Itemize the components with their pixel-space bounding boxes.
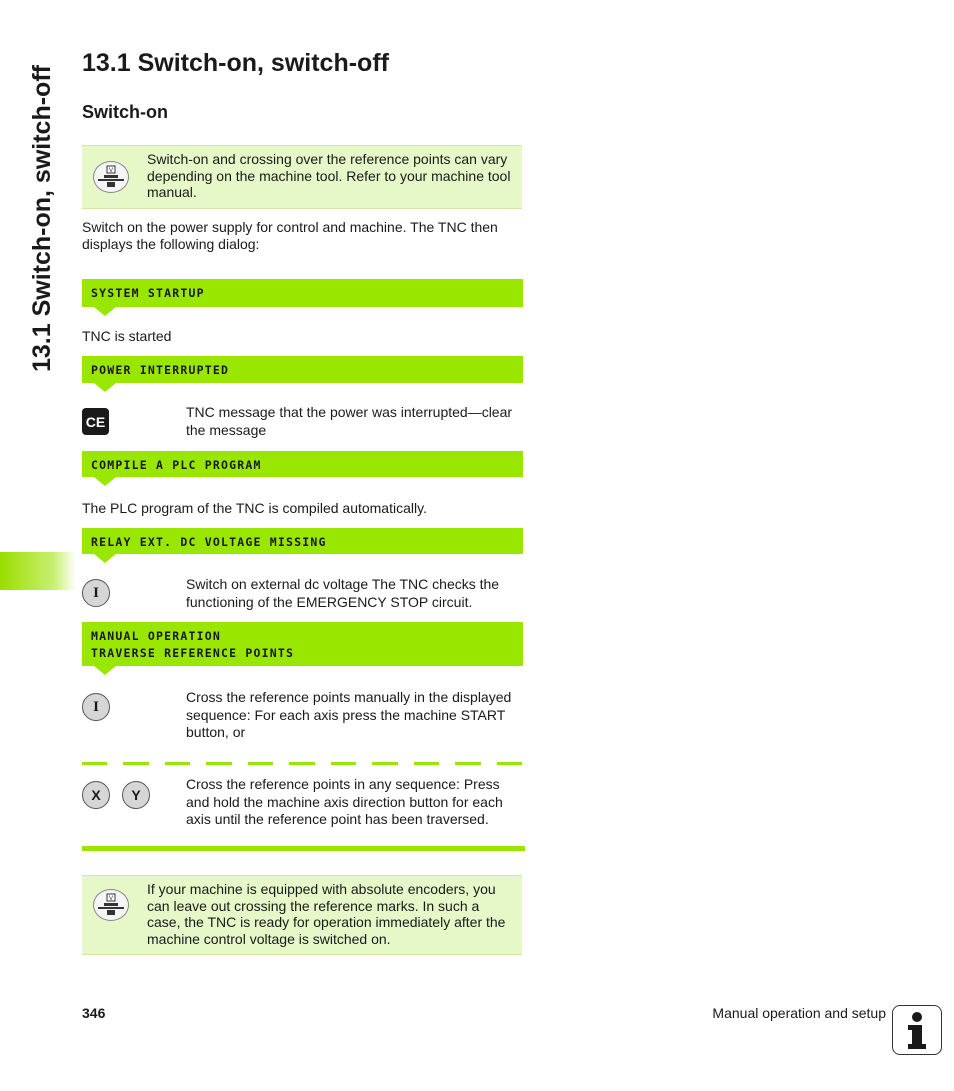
machine-tool-icon bbox=[93, 161, 129, 193]
alternative-divider bbox=[82, 762, 522, 765]
dialog-power-interrupted bbox=[82, 356, 523, 383]
footer-section-title: Manual operation and setup bbox=[712, 1005, 886, 1021]
dialog-relay-missing-text: RELAY EXT. DC VOLTAGE MISSING bbox=[91, 535, 327, 549]
dialog-system-startup bbox=[82, 279, 523, 307]
intro-paragraph: Switch on the power supply for control and machine. The TNC then displays the following dialog: bbox=[82, 219, 498, 252]
machine-tool-icon bbox=[93, 889, 129, 921]
dialog-manual-operation-line1: MANUAL OPERATION bbox=[91, 629, 221, 643]
dialog-relay-missing bbox=[82, 528, 523, 554]
tnc-started-text: TNC is started bbox=[82, 328, 172, 344]
dialog-system-startup-text: SYSTEM STARTUP bbox=[91, 286, 205, 300]
svg-text:V: V bbox=[108, 168, 114, 174]
dialog-compile-plc-text: COMPILE A PLC PROGRAM bbox=[91, 458, 262, 472]
svg-text:V: V bbox=[108, 896, 114, 902]
ce-step-description: TNC message that the power was interrupted—clear the message bbox=[186, 404, 513, 438]
y-axis-key-icon: Y bbox=[122, 781, 150, 809]
machine-note-text: Switch-on and crossing over the reference points can vary depending on the machine tool. Refer to your machine tool manual. bbox=[147, 151, 511, 200]
ce-key-icon: CE bbox=[82, 408, 109, 435]
x-axis-key-icon: X bbox=[82, 781, 110, 809]
dialog-manual-operation-line2: TRAVERSE REFERENCE POINTS bbox=[91, 646, 295, 660]
dc-step-description: Switch on external dc voltage The TNC checks the functioning of the EMERGENCY STOP circuit. bbox=[186, 576, 500, 610]
plc-compiled-text: The PLC program of the TNC is compiled automatically. bbox=[82, 500, 427, 516]
page-number: 346 bbox=[82, 1005, 106, 1021]
start-key-icon: I bbox=[82, 579, 110, 607]
encoder-note-box bbox=[82, 875, 522, 955]
section-heading: Switch-on bbox=[82, 102, 168, 122]
info-icon bbox=[892, 1005, 942, 1055]
dialog-compile-plc bbox=[82, 451, 523, 477]
machine-note-box bbox=[82, 145, 522, 209]
chapter-tab-marker bbox=[0, 552, 76, 590]
start-step-description: Cross the reference points manually in the displayed sequence: For each axis press the machine START button, or bbox=[186, 689, 512, 740]
start-key-icon: I bbox=[82, 693, 110, 721]
dialog-power-interrupted-text: POWER INTERRUPTED bbox=[91, 363, 230, 377]
axis-step-description: Cross the reference points in any sequence: Press and hold the machine axis direction button for each axis until the reference point has been traversed. bbox=[186, 776, 503, 827]
dialog-manual-operation bbox=[82, 622, 523, 666]
sidebar-chapter-title: 13.1 Switch-on, switch-off bbox=[28, 65, 56, 372]
page-title: 13.1 Switch-on, switch-off bbox=[82, 49, 389, 77]
section-separator bbox=[82, 846, 525, 851]
encoder-note-text: If your machine is equipped with absolute encoders, you can leave out crossing the reference marks. In such a case, the TNC is ready for operation immediately after the machine control voltage is switched on. bbox=[147, 881, 506, 947]
